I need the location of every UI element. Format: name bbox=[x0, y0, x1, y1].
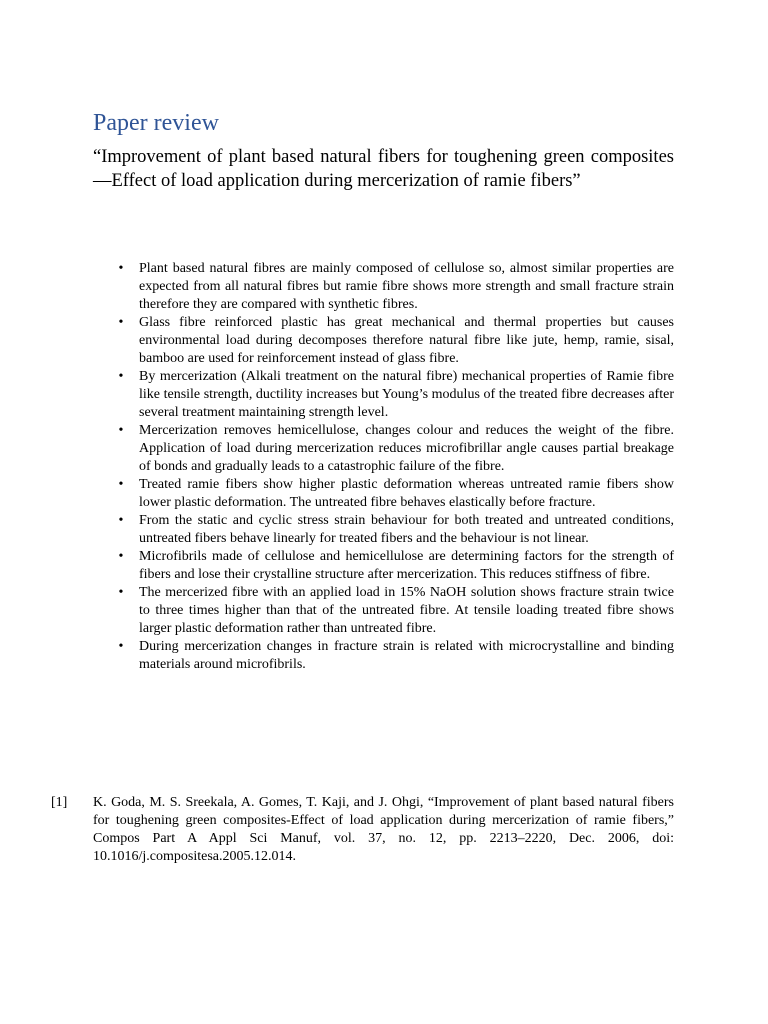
list-item-text: By mercerization (Alkali treatment on the natural fibre) mechanical properties of Ramie fibre like tensile strength, ductility increases but Young’s modulus of the treated fibre decreases after several treatment maintaining strength level. bbox=[139, 369, 674, 420]
list-item-text: During mercerization changes in fracture strain is related with microcrystalline and binding materials around microfibrils. bbox=[139, 639, 674, 672]
bullet-icon: • bbox=[118, 261, 124, 276]
list-item bbox=[118, 638, 674, 674]
list-item-text: Microfibrils made of cellulose and hemicellulose are determining factors for the strength of fibers and lose their crystalline structure after mercerization. This reduces stiffness of fibre. bbox=[139, 549, 674, 582]
bullet-icon: • bbox=[118, 369, 124, 384]
list-item bbox=[118, 584, 674, 638]
paper-title: “Improvement of plant based natural fibers for toughening green composites—Effect of load application during mercerization of ramie fibers” bbox=[93, 147, 674, 191]
page-title: Paper review bbox=[93, 110, 219, 136]
bullet-icon: • bbox=[118, 315, 124, 330]
bullet-icon: • bbox=[118, 549, 124, 564]
bullet-icon: • bbox=[118, 639, 124, 654]
list-item-text: Mercerization removes hemicellulose, changes colour and reduces the weight of the fibre. Application of load during mercerization reduces microfibrillar angle causes partial breakage of bonds and gradually leads to a catastrophic failure of the fibre. bbox=[139, 423, 674, 474]
list-item bbox=[118, 548, 674, 584]
list-item bbox=[118, 476, 674, 512]
list-item-text: Treated ramie fibers show higher plastic deformation whereas untreated ramie fibers show lower plastic deformation. The untreated fibre behaves elastically before fracture. bbox=[139, 477, 674, 510]
reference-entry bbox=[51, 794, 674, 866]
list-item bbox=[118, 422, 674, 476]
list-item-text: Plant based natural fibres are mainly composed of cellulose so, almost similar properties are expected from all natural fibres but ramie fibre shows more strength and small fracture strain therefore they are compared with synthetic fibres. bbox=[139, 261, 674, 312]
list-item bbox=[118, 314, 674, 368]
list-item bbox=[118, 260, 674, 314]
list-item-text: The mercerized fibre with an applied load in 15% NaOH solution shows fracture strain twice to three times higher than that of the untreated fibre. At tensile loading treated fibre shows larger plastic deformation rather than untreated fibre. bbox=[139, 585, 674, 636]
summary-list bbox=[118, 260, 674, 674]
bullet-icon: • bbox=[118, 423, 124, 438]
bullet-icon: • bbox=[118, 477, 124, 492]
bullet-icon: • bbox=[118, 585, 124, 600]
bullet-icon: • bbox=[118, 513, 124, 528]
list-item bbox=[118, 512, 674, 548]
list-item-text: Glass fibre reinforced plastic has great mechanical and thermal properties but causes environmental load during decomposes therefore natural fibre like jute, hemp, ramie, sisal, bamboo are used for reinforcement instead of glass fibre. bbox=[139, 315, 674, 366]
reference-text: K. Goda, M. S. Sreekala, A. Gomes, T. Kaji, and J. Ohgi, “Improvement of plant based natural fibers for toughening green composites-Effect of load application during mercerization of ramie fibers,” Compos Part A Appl Sci Manuf, vol. 37, no. 12, pp. 2213–2220, Dec. 2006, doi: 10.1016/j.compositesa.2005.12.014. bbox=[93, 795, 674, 864]
list-item-text: From the static and cyclic stress strain behaviour for both treated and untreated conditions, untreated fibers behave linearly for treated fibers and the behaviour is not linear. bbox=[139, 513, 674, 546]
reference-number: [1] bbox=[51, 795, 68, 810]
list-item bbox=[118, 368, 674, 422]
